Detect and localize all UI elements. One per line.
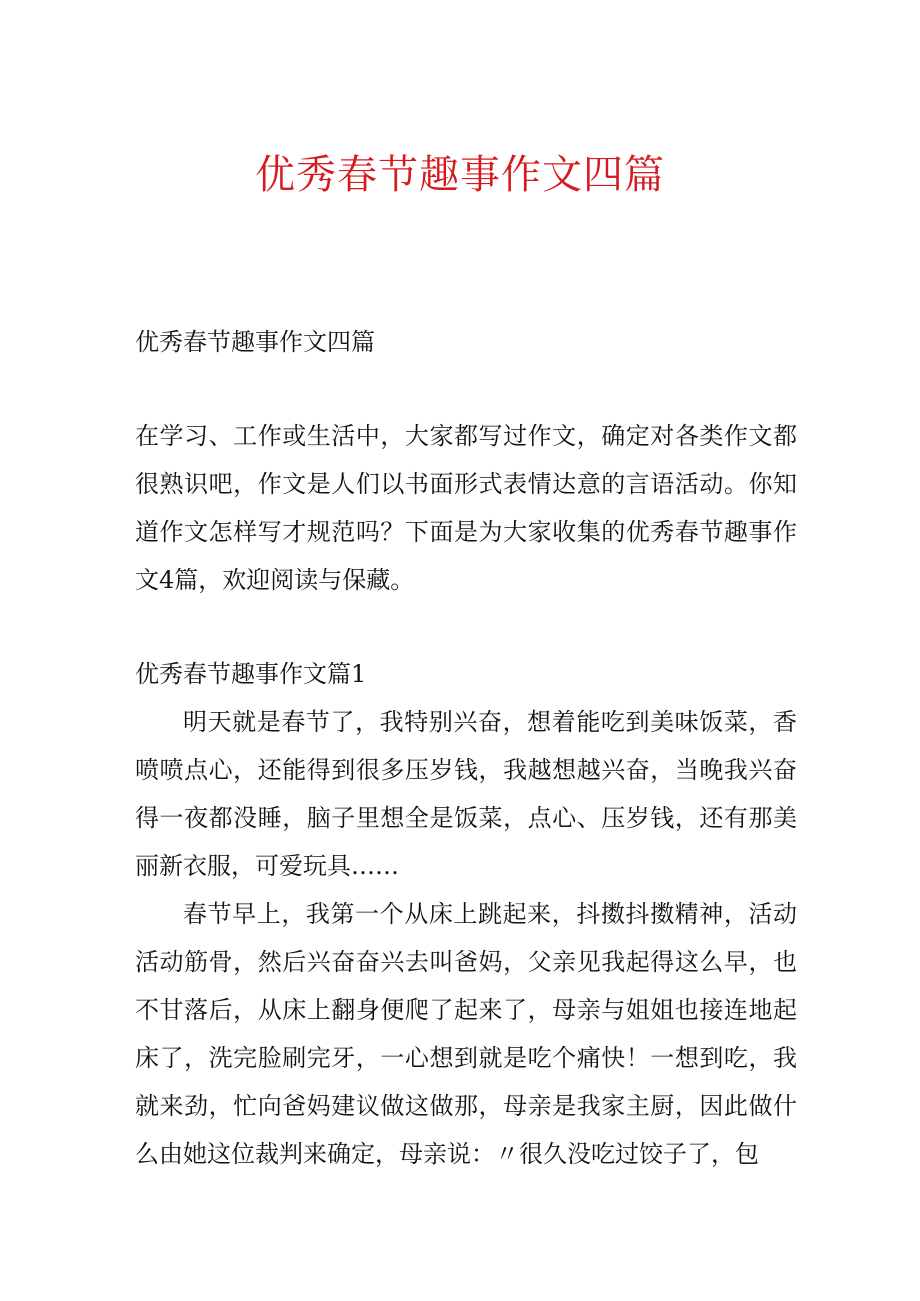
- document-title: 优秀春节趣事作文四篇: [255, 152, 665, 198]
- document-body: [135, 318, 797, 1178]
- body-paragraph: 春节早上，我第一个从床上跳起来，抖擞抖擞精神，活动活动筋骨，然后兴奋奋兴去叫爸妈，父亲见我起得这么早，也不甘落后，从床上翻身便爬了起来了，母亲与姐姐也接连地起床了，洗完脸刷完牙，一心想到就是吃个痛快！一想到吃，我就来劲，忙向爸妈建议做这做那，母亲是我家主厨，因此做什么由她这位裁判来确定，母亲说：〃很久没吃过饺子了，包: [135, 900, 797, 1168]
- intro-paragraph: 在学习、工作或生活中，大家都写过作文，确定对各类作文都很熟识吧，作文是人们以书面形式表情达意的言语活动。你知道作文怎样写才规范吗？下面是为大家收集的优秀春节趣事作文4篇，欢迎阅读与保藏。: [135, 422, 797, 594]
- body-paragraph: 明天就是春节了，我特别兴奋，想着能吃到美味饭菜，香喷喷点心，还能得到很多压岁钱，我越想越兴奋，当晚我兴奋得一夜都没睡，脑子里想全是饭菜，点心、压岁钱，还有那美丽新衣服，可爱玩具……: [135, 708, 797, 880]
- document-subtitle: 优秀春节趣事作文四篇: [135, 328, 375, 356]
- section-heading: 优秀春节趣事作文篇1: [135, 660, 367, 688]
